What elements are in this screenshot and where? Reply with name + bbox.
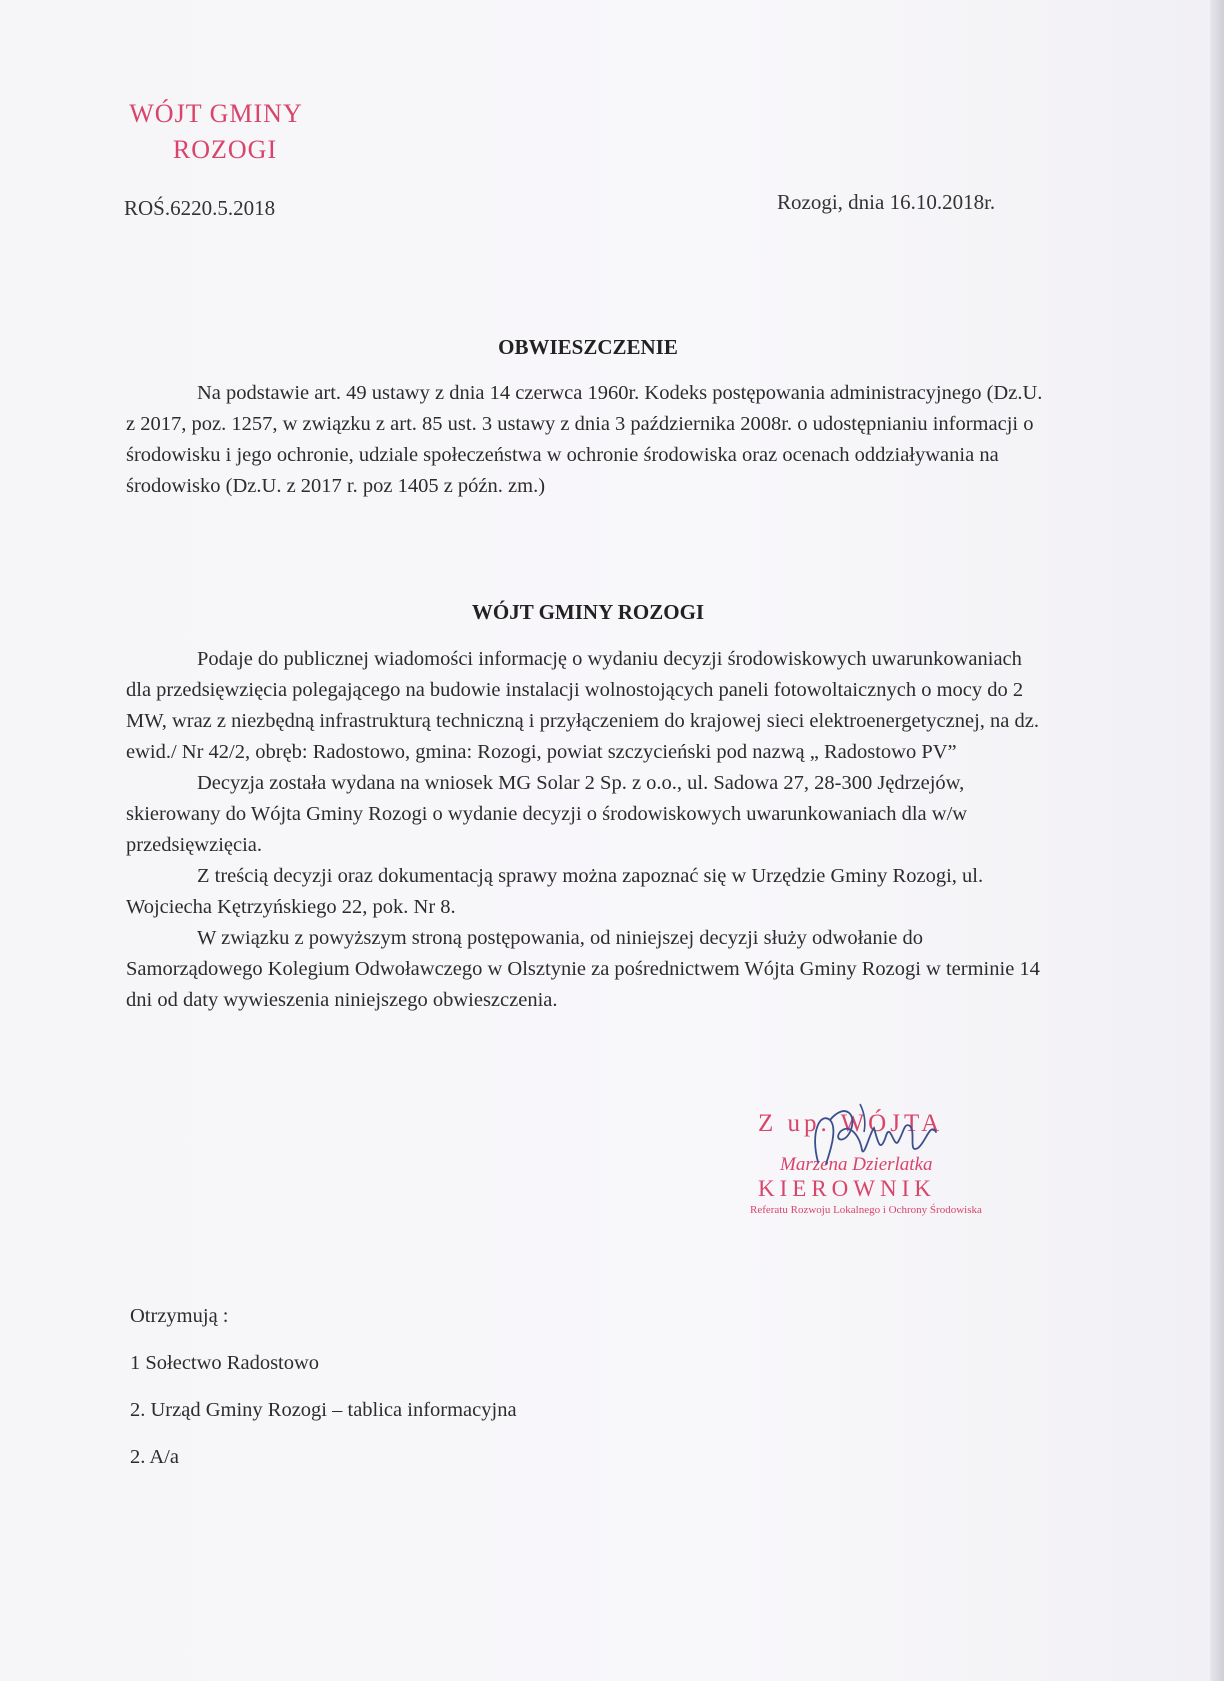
- recipient-item: 2. Urząd Gminy Rozogi – tablica informacyjna: [130, 1399, 517, 1421]
- header-stamp-line1: WÓJT GMINY: [129, 99, 303, 128]
- body-paragraph: Podaje do publicznej wiadomości informację o wydaniu decyzji środowiskowych uwarunkowaniach dla przedsięwzięcia polegającego na budowie instalacji wolnostojących paneli fotowoltaicznych o mocy do 2 MW, wraz z niezbędną infrastrukturą techniczną i przyłączeniem do krajowej sieci elektroenergetycznej, na dz. ewid./ Nr 42/2, obręb: Radostowo, gmina: Rozogi, powiat szczycieński pod nazwą „ Radostowo PV”: [126, 648, 1039, 763]
- recipient-item: 1 Sołectwo Radostowo: [130, 1352, 320, 1374]
- date-line: Rozogi, dnia 16.10.2018r.: [777, 190, 996, 214]
- recipient-item: 2. A/a: [130, 1446, 179, 1468]
- stamp-line3: KIEROWNIK: [758, 1176, 936, 1201]
- body-paragraph: Decyzja została wydana na wniosek MG Solar 2 Sp. z o.o., ul. Sadowa 27, 28-300 Jędrzejów, skierowany do Wójta Gminy Rozogi o wydanie decyzji o środowiskowych uwarunkowaniach dla w/w przedsięwzięcia.: [126, 772, 968, 856]
- recipients-list: [130, 1305, 517, 1493]
- handwritten-signature: [800, 1092, 950, 1182]
- body-paragraphs: [126, 644, 1051, 1016]
- header-stamp: [96, 96, 336, 168]
- reference-number: ROŚ.6220.5.2018: [124, 196, 276, 220]
- document-title: OBWIESZCZENIE: [498, 335, 678, 359]
- intro-paragraph: [126, 378, 1051, 502]
- header-stamp-line2: ROZOGI: [172, 135, 278, 164]
- stamp-line2: Marzena Dzierlatka: [780, 1154, 933, 1175]
- recipients-heading: Otrzymują :: [130, 1305, 229, 1327]
- stamp-line4: Referatu Rozwoju Lokalnego i Ochrony Środowiska: [750, 1204, 982, 1216]
- stamp-line1: Z up. WÓJTA: [758, 1110, 944, 1137]
- authority-heading: WÓJT GMINY ROZOGI: [471, 600, 705, 624]
- intro-text: Na podstawie art. 49 ustawy z dnia 14 czerwca 1960r. Kodeks postępowania administracyjnego (Dz.U. z 2017, poz. 1257, w związku z art. 85 ust. 3 ustawy z dnia 3 października 2008r. o udostępnianiu informacji o środowisku i jego ochronie, udziale społeczeństwa w ochronie środowiska oraz ocenach oddziaływania na środowisko (Dz.U. z 2017 r. poz 1405 z późn. zm.): [126, 382, 1043, 497]
- page-edge: [1210, 0, 1224, 1681]
- body-paragraph: Z treścią decyzji oraz dokumentacją sprawy można zapoznać się w Urzędzie Gminy Rozogi, ul. Wojciecha Kętrzyńskiego 22, pok. Nr 8.: [126, 865, 984, 918]
- body-paragraph: W związku z powyższym stroną postępowania, od niniejszej decyzji służy odwołanie do Samorządowego Kolegium Odwoławczego w Olsztynie za pośrednictwem Wójta Gminy Rozogi w terminie 14 dni od daty wywieszenia niniejszego obwieszczenia.: [126, 927, 1040, 1011]
